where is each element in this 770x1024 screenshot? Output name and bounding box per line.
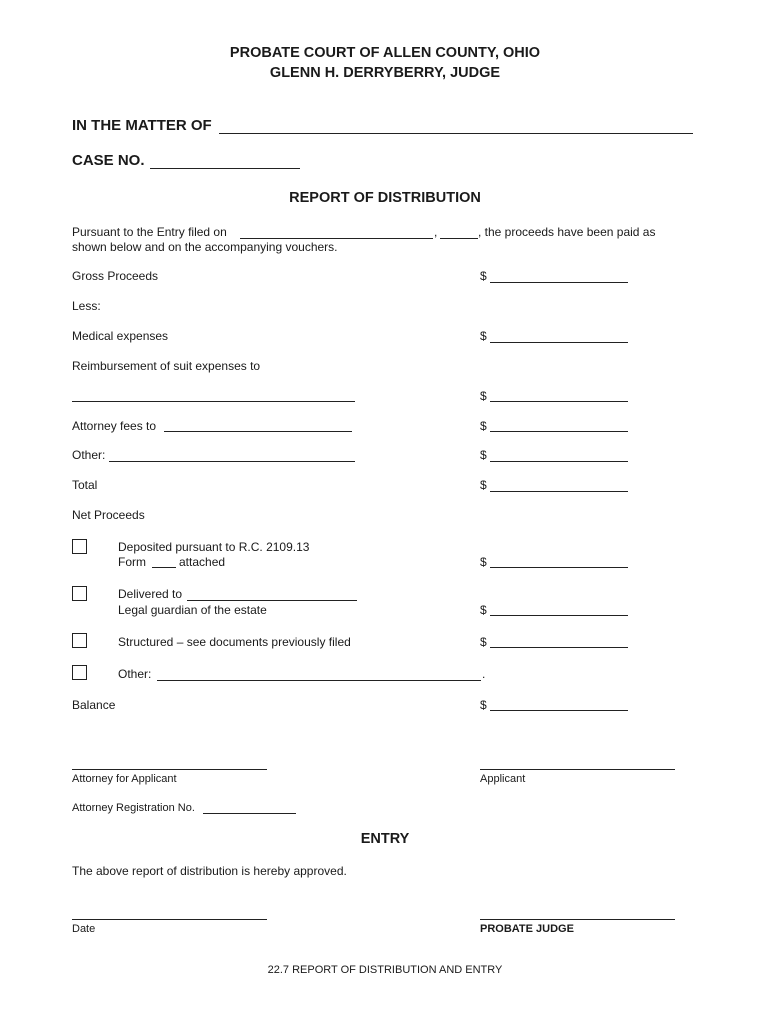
structured-checkbox[interactable]: [72, 633, 87, 648]
structured-label: Structured – see documents previously filed: [118, 635, 351, 649]
registration-label: Attorney Registration No.: [72, 802, 195, 814]
intro-end: , the proceeds have been paid as: [478, 225, 656, 239]
applicant-signature-line[interactable]: [480, 769, 675, 770]
delivered-amount[interactable]: [490, 615, 628, 616]
deposited-attached-label: attached: [179, 555, 226, 569]
deposited-label: Deposited pursuant to R.C. 2109.13: [118, 540, 310, 554]
entry-date-field[interactable]: [240, 238, 433, 239]
case-number-field[interactable]: [150, 168, 300, 169]
other-option-field[interactable]: [157, 680, 481, 681]
currency-sign: $: [480, 389, 487, 403]
deposited-form-label: Form: [118, 555, 146, 569]
balance-label: Balance: [72, 698, 116, 712]
deposited-checkbox[interactable]: [72, 539, 87, 554]
applicant-label: Applicant: [480, 773, 526, 785]
entry-title: ENTRY: [360, 831, 410, 847]
court-title: PROBATE COURT OF ALLEN COUNTY, OHIO: [229, 45, 541, 61]
other-amount[interactable]: [490, 461, 628, 462]
matter-label: IN THE MATTER OF: [72, 117, 212, 134]
deposited-amount[interactable]: [490, 567, 628, 568]
other-payee-field[interactable]: [109, 461, 355, 462]
attorney-signature-line[interactable]: [72, 769, 267, 770]
structured-amount[interactable]: [490, 647, 628, 648]
medical-expenses-label: Medical expenses: [72, 329, 169, 343]
total-amount[interactable]: [490, 491, 628, 492]
registration-number-field[interactable]: [203, 813, 296, 814]
legal-guardian-label: Legal guardian of the estate: [118, 603, 267, 617]
form-number-field[interactable]: [152, 567, 176, 568]
gross-proceeds-label: Gross Proceeds: [72, 269, 159, 283]
matter-field[interactable]: [219, 133, 693, 134]
currency-sign: $: [480, 635, 487, 649]
other-label: Other:: [72, 448, 106, 462]
entry-text: The above report of distribution is hereby approved.: [72, 864, 347, 878]
total-label: Total: [72, 478, 98, 492]
currency-sign: $: [480, 698, 487, 712]
attorney-fees-payee-field[interactable]: [164, 431, 352, 432]
medical-expenses-amount[interactable]: [490, 342, 628, 343]
reimbursement-amount[interactable]: [490, 401, 628, 402]
currency-sign: $: [480, 603, 487, 617]
other-option-period: .: [482, 667, 486, 681]
date-line[interactable]: [72, 919, 267, 920]
probate-judge-label: PROBATE JUDGE: [480, 923, 574, 935]
currency-sign: $: [480, 419, 487, 433]
currency-sign: $: [480, 269, 487, 283]
gross-proceeds-amount[interactable]: [490, 282, 628, 283]
form-footer: 22.7 REPORT OF DISTRIBUTION AND ENTRY: [267, 964, 503, 976]
delivered-to-label: Delivered to: [118, 587, 183, 601]
case-label: CASE NO.: [72, 152, 145, 169]
other-option-label: Other:: [118, 667, 152, 681]
intro-comma: ,: [434, 225, 438, 239]
attorney-fees-label: Attorney fees to: [72, 419, 157, 433]
attorney-for-applicant-label: Attorney for Applicant: [72, 773, 177, 785]
judge-signature-line[interactable]: [480, 919, 675, 920]
currency-sign: $: [480, 329, 487, 343]
balance-amount[interactable]: [490, 710, 628, 711]
net-proceeds-label: Net Proceeds: [72, 508, 145, 522]
reimbursement-label: Reimbursement of suit expenses to: [72, 359, 261, 373]
currency-sign: $: [480, 478, 487, 492]
entry-year-field[interactable]: [440, 238, 478, 239]
judge-name: GLENN H. DERRYBERRY, JUDGE: [269, 65, 501, 81]
delivered-to-field[interactable]: [187, 600, 357, 601]
delivered-checkbox[interactable]: [72, 586, 87, 601]
intro-line2: shown below and on the accompanying vouchers.: [72, 240, 338, 254]
currency-sign: $: [480, 448, 487, 462]
attorney-fees-amount[interactable]: [490, 431, 628, 432]
report-title: REPORT OF DISTRIBUTION: [289, 190, 481, 206]
currency-sign: $: [480, 555, 487, 569]
reimbursement-payee-field[interactable]: [72, 401, 355, 402]
other-option-checkbox[interactable]: [72, 665, 87, 680]
intro-start: Pursuant to the Entry filed on: [72, 225, 227, 239]
less-label: Less:: [72, 299, 101, 313]
date-label: Date: [72, 923, 96, 935]
